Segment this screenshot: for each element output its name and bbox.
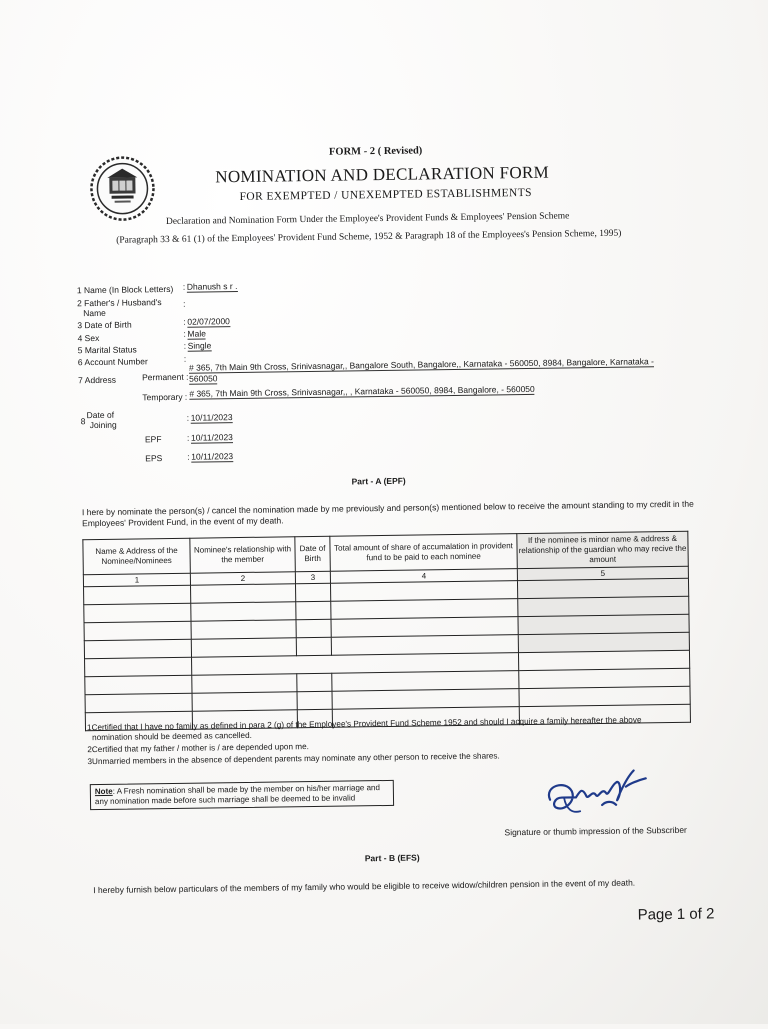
father-colon: : [183,298,186,309]
table-cell [296,601,331,619]
marital-value: Single [187,340,212,351]
permanent-address-line-2: 560050 [189,373,218,384]
joining-number: 8 [80,416,86,427]
certifications [87,714,642,768]
col-number-4: 4 [330,569,517,584]
table-cell [85,657,192,676]
temporary-address: # 365, 7th Main 9th Cross, Srinivasnagar,, , Karnataka - 560050, 8984, Bangalore, - 560050 [189,383,535,399]
dob-value: 02/07/2000 [187,316,230,327]
name-colon: : [182,281,186,292]
table-cell [84,603,191,622]
table-cell [517,578,688,598]
col-number-1: 1 [83,573,190,586]
part-a-heading: Part - A (EPF) [351,475,406,487]
epf-colon: : [186,432,190,443]
sex-label: 4 Sex [77,332,100,344]
handwritten-signature-icon [542,760,655,822]
nominee-table [82,531,691,731]
father-label: 2 Father's / Husband's [76,297,162,309]
col-number-2: 2 [190,572,295,585]
table-cell [296,619,331,637]
table-cell [192,674,297,693]
dob-label: 3 Date of Birth [77,319,132,331]
table-cell [518,632,689,652]
form-subtitle: FOR EXEMPTED / UNEXEMPTED ESTABLISHMENTS [239,186,533,203]
col-number-3: 3 [295,571,330,583]
eps-value: 10/11/2023 [191,451,234,462]
account-colon: : [183,353,187,364]
eps-colon: : [187,451,190,462]
permanent-label: Permanent : [142,371,189,383]
epfo-emblem-icon [89,155,156,222]
table-cell [518,614,689,634]
father-label-name: Name [83,307,106,319]
certification-2: 2Certified that my father / mother is / are depended upon me. [87,742,309,755]
joining-label: Date of [86,409,115,421]
table-cell [85,693,192,712]
certification-3: 3Unmarried members in the absence of dependent parents may nominate any other person to receive the shares. [87,751,500,767]
marital-label: 5 Marital Status [77,344,137,356]
note-text: : A Fresh nomination shall be made by the member on his/her marriage and any nomination made before such marriage shall be deemed to be invalid [94,783,380,807]
form-title: NOMINATION AND DECLARATION FORM [215,162,550,187]
part-b-heading: Part - B (EFS) [364,852,420,864]
account-label: 6 Account Number [77,356,148,368]
table-cell [191,602,296,621]
sex-colon: : [183,328,186,339]
table-cell [85,675,192,694]
joining-value: 10/11/2023 [190,412,233,423]
table-cell [518,650,689,670]
dob-colon: : [183,316,186,327]
certification-1-cont: nomination should be deemed as cancelled. [92,730,252,743]
eps-label: EPS [145,453,163,464]
table-cell [519,686,690,706]
table-cell [297,691,332,709]
marital-colon: : [183,340,187,351]
col-number-5: 5 [517,566,688,580]
table-cell [84,585,191,604]
note-label: Note [94,786,113,797]
table-cell [519,668,690,688]
table-cell [84,621,191,640]
permanent-address-line-1: # 365, 7th Main 9th Cross, Srinivasnagar,, Bangalore South, Bangalore,, Karnataka - 560050, 8984, Bangalore, Karnataka - [188,356,654,373]
col-share-amount: Total amount of share of accumalation in provident fund to be paid to each nominee [330,534,517,572]
col-relationship: Nominee's relationship with the member [190,537,295,573]
page-number: Page 1 of 2 [637,905,715,924]
table-cell [84,639,191,658]
declaration-line-2: (Paragraph 33 & 61 (1) of the Employees' Provident Fund Scheme, 1952 & Paragraph 18 of the Employees's Pension Scheme, 1995) [116,228,622,246]
joining-label-2: Joining [89,419,117,431]
note-box [90,780,394,810]
form-number: FORM - 2 ( Revised) [328,145,423,158]
temporary-label: Temporary : [142,391,188,403]
name-label: 1 Name (In Block Letters) [76,283,174,296]
epf-value: 10/11/2023 [190,432,233,443]
col-name-address: Name & Address of the Nominee/Nominees [83,538,190,574]
name-value: Dhanush s r . [186,281,238,292]
table-cell [192,692,297,711]
signature-caption: Signature or thumb impression of the Subscriber [504,824,687,838]
joining-colon: : [186,412,190,423]
epf-label: EPF [144,434,162,445]
certification-1: 1Certified that I have no family as defined in para 2 (g) of the Employee's Provident Fund Scheme 1952 and should I acquire a family hereafter the above [86,715,642,733]
col-dob: Date of Birth [295,536,330,571]
table-cell [297,673,332,691]
table-cell [191,638,296,657]
table-cell [191,620,296,639]
col-guardian: If the nominee is minor name & address & relationship of the guardian who may recive the amount [517,531,688,568]
declaration-line-1: Declaration and Nomination Form Under the Employee's Provident Funds & Employees' Pension Scheme [165,211,570,228]
address-label: 7 Address [78,374,117,386]
part-b-statement: I hereby furnish below particulars of the members of my family who would be eligible to receive widow/children pension in the event of my death. [93,877,636,896]
sex-value: Male [187,328,206,339]
nomination-statement: I here by nominate the person(s) / cancel the nomination made by me previously and person(s) mentioned below to receive the amount standing to my credit in the Employees' Provident Fund, in the event of my death. [81,498,694,529]
table-cell [191,584,296,603]
table-cell [295,583,330,601]
table-cell [296,637,331,655]
table-cell [518,596,689,616]
